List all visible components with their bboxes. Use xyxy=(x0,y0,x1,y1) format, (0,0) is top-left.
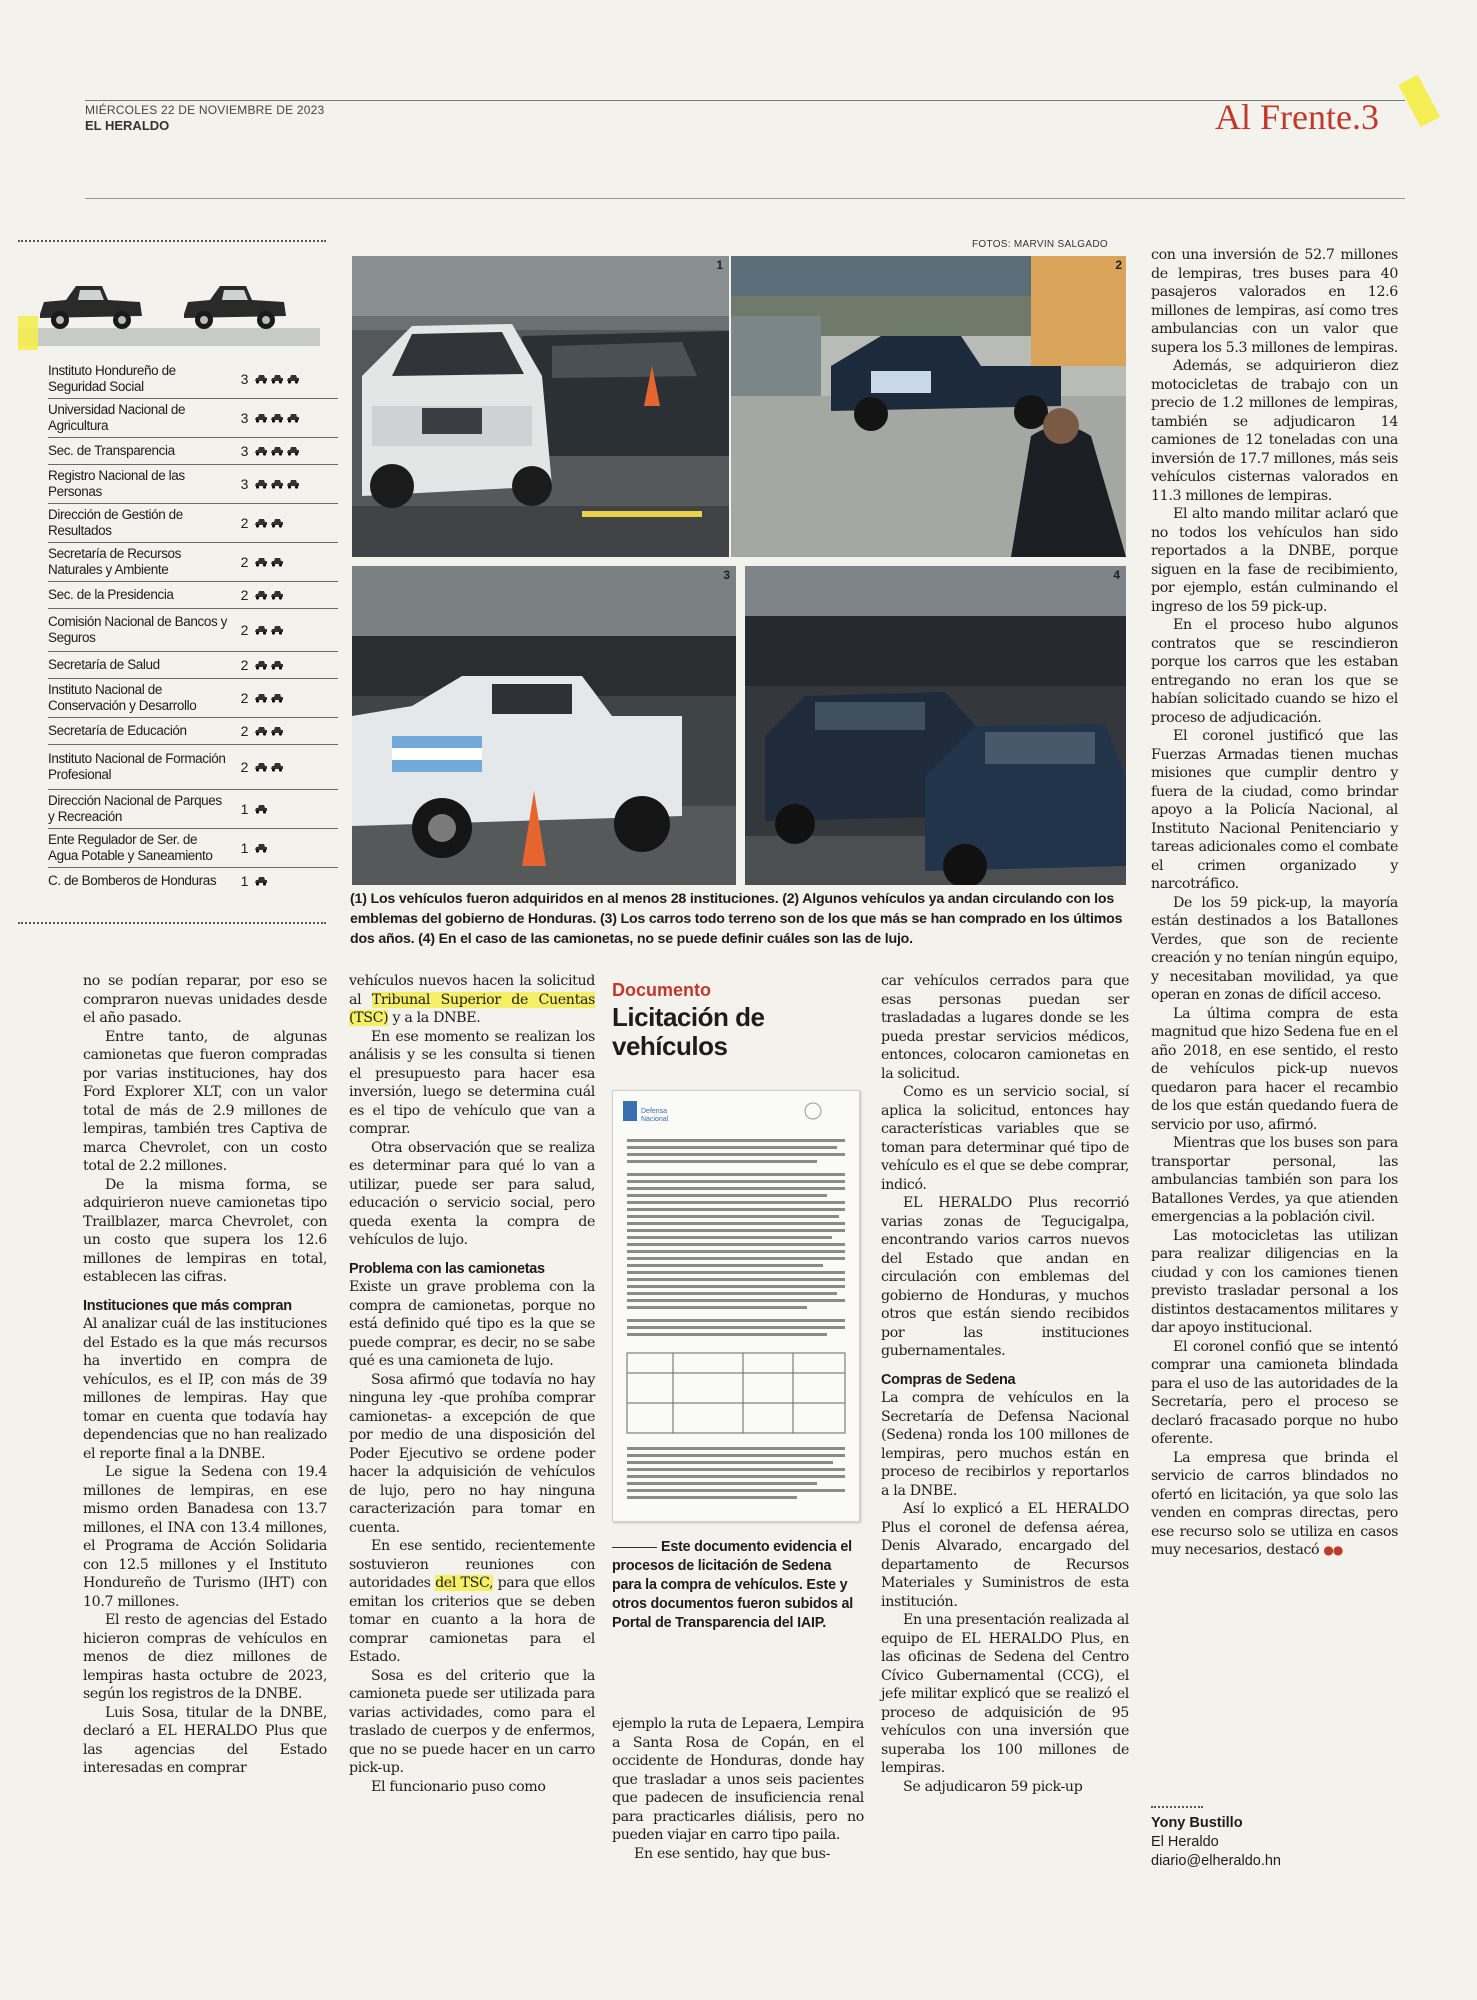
vehicle-count: 2 xyxy=(240,723,248,739)
vehicle-icon xyxy=(254,518,268,528)
byline xyxy=(1151,1806,1398,1871)
pickup-truck-icon xyxy=(36,276,146,334)
subheading: Compras de Sedena xyxy=(881,1371,1016,1388)
vehicle-ranking-sidebar xyxy=(18,238,326,924)
vehicle-icons xyxy=(254,557,284,567)
caption-text: Este documento evidencia el procesos de licitación de Sedena para la compra de vehículos. Este y otros documentos fueron subidos al Portal de Transparencia del IAIP. xyxy=(612,1539,854,1631)
vehicle-icon xyxy=(270,762,284,772)
paragraph: car vehículos cerrados para que esas personas puedan ser trasladadas a lugares donde se les pueda prestar servicios médicos, entonces, colocaron camionetas en la solicitud. xyxy=(881,973,1129,1082)
institution-name: Instituto Nacional de Conservación y Desarrollo xyxy=(48,682,197,713)
paragraph: Otra observación que se realiza es determinar para qué lo van a utilizar, puede ser para salud, educación o servicio social, pero queda exenta la compra de vehículos de lujo. xyxy=(349,1139,595,1248)
vehicle-icon xyxy=(270,693,284,703)
vehicle-icons xyxy=(254,804,268,814)
vehicle-count: 1 xyxy=(240,801,248,817)
vehicle-icon xyxy=(254,876,268,886)
vehicle-icon xyxy=(286,374,300,384)
paragraph: El funcionario puso como xyxy=(371,1778,546,1795)
pickup-truck-icon xyxy=(180,276,290,334)
document-logo-text: Defensa xyxy=(641,1108,668,1115)
paragraph: Sosa afirmó que todavía no hay ninguna ley -que prohíba comprar camionetas- a excepción de que por medio de una disposición del Poder Ejecutivo se ordene poder hacer la adquisición de vehículos de lujo, pero no hay ninguna caracterización para tomar en cuenta. xyxy=(349,1371,595,1536)
paragraph: Además, se adquirieron diez motocicletas de trabajo con un precio de 1.2 millones de lempiras, también se adjudicaron 14 camiones de 12 toneladas con una inversión de 17.7 millones, más seis vehículos cisternas valorados en 11.3 millones de lempiras. xyxy=(1151,358,1399,504)
photo-illustration xyxy=(352,566,736,885)
list-item xyxy=(48,868,338,894)
list-item xyxy=(48,790,338,829)
paragraph: Se adjudicaron 59 pick-up xyxy=(903,1778,1083,1795)
document-caption xyxy=(612,1538,862,1633)
paragraph: Le sigue la Sedena con 19.4 millones de lempiras, en ese mismo orden Banadesa con 13.7 millones, el INA con 13.4 millones, el Programa de Acción Solidaria con 12.5 millones y el Instituto Hondureño de Turismo (IHT) con 10.7 millones. xyxy=(83,1464,327,1610)
vehicle-icon xyxy=(270,518,284,528)
vehicle-icon xyxy=(254,660,268,670)
list-item xyxy=(48,399,338,438)
paragraph xyxy=(1151,1449,1398,1560)
paragraph: La compra de vehículos en la Secretaría de Defensa Nacional (Sedena) ronda los 100 millones de lempiras, pero muchos están en proceso de recibirlos y reportarlos a la DNBE. xyxy=(881,1390,1129,1499)
highlighter-mark xyxy=(1389,68,1452,132)
article-column-5 xyxy=(1151,246,1398,1560)
list-item xyxy=(48,829,338,868)
paragraph: Como es un servicio social, sí aplica la solicitud, entonces hay características variables que se toman para determinar qué tipo de vehículo es el que se debe comprar, indicó. xyxy=(881,1084,1129,1193)
article-column-1 xyxy=(83,972,327,1778)
paragraph: Luis Sosa, titular de la DNBE, declaró a EL HERALDO Plus que las agencias del Estado interesadas en comprar xyxy=(83,1704,327,1776)
institution-name: Instituto Nacional de Formación Profesional xyxy=(48,751,226,782)
list-item xyxy=(48,504,338,543)
vehicle-icon xyxy=(270,446,284,456)
vehicle-count: 3 xyxy=(240,443,248,459)
institution-name: Secretaría de Educación xyxy=(48,723,187,738)
institution-name: C. de Bomberos de Honduras xyxy=(48,873,217,888)
paragraph: De la misma forma, se adquirieron nueve camionetas tipo Trailblazer, marca Chevrolet, con un costo que supera los 12.6 millones de lempiras en total, establecen las cifras. xyxy=(83,1176,327,1285)
vehicle-icon xyxy=(286,446,300,456)
vehicle-icons xyxy=(254,479,300,489)
vehicle-count: 1 xyxy=(240,873,248,889)
paragraph: con una inversión de 52.7 millones de lempiras, tres buses para 40 pasajeros valorados en 12.6 millones de lempiras, así como tres ambulancias con un valor que supera los 5.3 millones de lempiras. xyxy=(1151,247,1398,356)
photo-number: 2 xyxy=(1115,258,1122,272)
author-email[interactable]: diario@elheraldo.hn xyxy=(1151,1853,1281,1869)
list-item xyxy=(48,582,338,609)
vehicle-icon xyxy=(254,446,268,456)
vehicle-icon xyxy=(270,557,284,567)
vehicle-count: 3 xyxy=(240,476,248,492)
paragraph: Al analizar cuál de las instituciones del Estado es la que más recursos ha invertido en compra de vehículos, es el IP, con más de 39 millones de lempiras. Hay que tomar en cuenta que todavía hay dependencias que no han realizado el reporte final a la DNBE. xyxy=(83,1316,327,1462)
document-logo-text: Nacional xyxy=(641,1116,669,1123)
vehicle-icon xyxy=(286,479,300,489)
photo-parking-pickups xyxy=(352,256,729,557)
paragraph: ejemplo la ruta de Lepaera, Lempira a Santa Rosa de Copán, en el occidente de Honduras, donde hay que trasladar a unos seis pacientes que padecen de insuficiencia renal para practicarles diálisis, pero no pueden viajar en carro tipo paila. xyxy=(612,1716,864,1843)
vehicle-count: 2 xyxy=(240,587,248,603)
photo-caption: (1) Los vehículos fueron adquiridos en al menos 28 instituciones. (2) Algunos vehículos ya andan circulando con los emblemas del gobierno de Honduras. (3) Los carros todo terreno son de los que más se han comprado en los últimos dos años. (4) En el caso de las camionetas, no se puede definir cuáles son las de lujo. xyxy=(350,891,1123,947)
paragraph xyxy=(349,972,595,1028)
document-illustration xyxy=(613,1091,859,1521)
photo-white-pickup-flag xyxy=(352,566,736,885)
list-item xyxy=(48,652,338,679)
author-outlet: El Heraldo xyxy=(1151,1834,1219,1850)
highlighted-text: del TSC, xyxy=(435,1575,494,1591)
list-item xyxy=(48,543,338,582)
paragraph: Existe un grave problema con la compra de camionetas, porque no está definido qué tipo es la que se puede comprar, es decir, no se sabe qué es una camioneta de lujo. xyxy=(349,1279,595,1369)
header-rule xyxy=(85,100,1405,101)
vehicle-icon xyxy=(270,590,284,600)
end-mark-icon: ●● xyxy=(1323,1543,1343,1557)
institution-name: Instituto Hondureño de Seguridad Social xyxy=(48,363,176,394)
vehicle-icons xyxy=(254,693,284,703)
vehicle-icon xyxy=(254,625,268,635)
document-title: Licitación de vehículos xyxy=(612,1002,765,1061)
vehicle-icons xyxy=(254,843,268,853)
highlighter-mark xyxy=(18,316,38,350)
paragraph: Sosa es del criterio que la camioneta puede ser utilizada para varias actividades, como para el traslado de cuerpos y de enfermos, que no se puede hacer en un carro pick-up. xyxy=(349,1667,595,1776)
paragraph: Las motocicletas las utilizan para realizar diligencias en la ciudad y con los camiones tienen previsto trasladar personal a los distintos destacamentos militares y dar apoyo institucional. xyxy=(1151,1227,1398,1336)
photo-street-pickup xyxy=(731,256,1126,557)
institution-name: Registro Nacional de las Personas xyxy=(48,468,185,499)
paragraph: El resto de agencias del Estado hicieron compras de vehículos en menos de diez millones de lempiras hasta octubre de 2023, según los registros de la DNBE. xyxy=(83,1612,327,1702)
list-item xyxy=(48,465,338,504)
institution-name: Secretaría de Recursos Naturales y Ambiente xyxy=(48,546,182,577)
vehicle-icon xyxy=(254,557,268,567)
list-item xyxy=(48,745,338,790)
photo-number: 1 xyxy=(716,258,723,272)
article-column-4 xyxy=(881,972,1129,1796)
vehicle-count: 1 xyxy=(240,840,248,856)
vehicle-icons xyxy=(254,660,284,670)
list-item xyxy=(48,360,338,399)
author-name: Yony Bustillo xyxy=(1151,1815,1243,1831)
institution-name: Secretaría de Salud xyxy=(48,657,160,672)
vehicle-icon xyxy=(254,762,268,772)
article-column-2 xyxy=(349,972,595,1796)
paragraph: Mientras que los buses son para transportar personal, las ambulancias también son para los Batallones Verdes, ya que atienden emergencias a la población civil. xyxy=(1151,1135,1398,1225)
paragraph: no se podían reparar, por eso se compraron nuevas unidades desde el año pasado. xyxy=(83,973,327,1026)
vehicle-count: 2 xyxy=(240,554,248,570)
sidebar-bottom-rule xyxy=(18,922,326,924)
vehicle-icon xyxy=(254,374,268,384)
institution-name: Universidad Nacional de Agricultura xyxy=(48,402,186,433)
vehicle-icons xyxy=(254,413,300,423)
vehicle-icons xyxy=(254,518,284,528)
paragraph: EL HERALDO Plus recorrió varias zonas de Tegucigalpa, encontrando varios carros nuevos del Estado que andan en circulación con emblemas del gobierno de Honduras, y muchos otros que están siendo recibidos por las instituciones gubernamentales. xyxy=(881,1195,1129,1359)
contract-document-image xyxy=(612,1090,860,1522)
vehicle-icons xyxy=(254,726,284,736)
photo-illustration xyxy=(745,566,1126,885)
paragraph: El coronel justificó que las Fuerzas Armadas tienen muchas misiones que cumplir dentro y fuera de la ciudad, como brindar apoyo a la Policía Nacional, al Instituto Nacional Penitenciario y tareas adicionales como el combate el crimen organizado y narcotráfico. xyxy=(1151,728,1398,892)
vehicle-icon xyxy=(270,479,284,489)
vehicle-icon xyxy=(270,413,284,423)
paragraph xyxy=(349,1537,595,1667)
photo-number: 3 xyxy=(723,568,730,582)
vehicle-icon xyxy=(270,374,284,384)
vehicle-count: 2 xyxy=(240,690,248,706)
photo-number: 4 xyxy=(1113,568,1120,582)
subheading: Instituciones que más compran xyxy=(83,1297,292,1314)
document-kicker: Documento xyxy=(612,980,711,1000)
paragraph: El coronel confió que se intentó comprar una camioneta blindada para el uso de las autoridades de la Secretaría, pero el proceso se declaró fracasado porque no hubo oferente. xyxy=(1151,1338,1398,1447)
caption-rule xyxy=(612,1547,657,1548)
institution-name: Comisión Nacional de Bancos y Seguros xyxy=(48,614,227,645)
paragraph: En el proceso hubo algunos contratos que se rescindieron porque los carros que les estaban entregando no eran los que se habían solicitado cuando se hizo el proceso de adjudicación. xyxy=(1151,617,1398,726)
vehicle-icons xyxy=(254,876,268,886)
vehicle-icon xyxy=(270,660,284,670)
vehicle-count: 3 xyxy=(240,371,248,387)
section-name: Al Frente xyxy=(1215,97,1352,137)
vehicle-icon xyxy=(270,625,284,635)
vehicle-icon xyxy=(254,479,268,489)
paragraph: Entre tanto, de algunas camionetas que fueron compradas por varias instituciones, hay dos Ford Explorer XLT, con un valor total de más de 2.9 millones de lempiras, también tres Captiva de marca Chevrolet, con un costo total de 2.2 millones. xyxy=(83,1028,327,1174)
highlighted-text: Tribunal Superior de Cuentas (TSC) xyxy=(349,991,595,1026)
list-item xyxy=(48,609,338,652)
photo-credit: FOTOS: MARVIN SALGADO xyxy=(972,239,1108,250)
text-run: vehículos nuevos hacen la solicitud al xyxy=(349,973,595,1008)
paragraph: De los 59 pick-up, la mayoría están destinados a los Batallones Verdes, que son de reciente creación y no tenían ningún equipo, y necesitaban movilidad, ya que operan en zonas de difícil acceso. xyxy=(1151,894,1398,1003)
issue-date: MIÉRCOLES 22 DE NOVIEMBRE DE 2023 xyxy=(85,103,325,117)
paragraph: La última compra de esta magnitud que hizo Sedena fue en el año 2018, en ese sentido, el resto de vehículos pick-up nuevos quedaron para hacer el recambio de los que están quedando fuera de servicio por uso, afirmó. xyxy=(1151,1005,1398,1133)
institution-name: Sec. de Transparencia xyxy=(48,443,175,458)
photo-illustration xyxy=(352,256,729,557)
photo-dark-suvs xyxy=(745,566,1126,885)
vehicle-icons xyxy=(254,590,284,600)
vehicle-icon xyxy=(254,843,268,853)
vehicle-icons xyxy=(254,762,284,772)
vehicle-count: 3 xyxy=(240,410,248,426)
vehicle-count: 2 xyxy=(240,657,248,673)
vehicle-count: 2 xyxy=(240,515,248,531)
vehicle-icon xyxy=(254,804,268,814)
institution-name: Dirección de Gestión de Resultados xyxy=(48,507,183,538)
text-run: para que ellos emitan los criterios que se deben tomar en cuanto a la hora de comprar camionetas para el Estado. xyxy=(349,1575,595,1665)
document-box xyxy=(612,980,862,1061)
article-column-3 xyxy=(612,1715,864,1863)
vehicle-icon xyxy=(254,413,268,423)
vehicle-count: 2 xyxy=(240,622,248,638)
page-number: .3 xyxy=(1351,97,1379,137)
vehicle-icons xyxy=(254,625,284,635)
vehicle-icon xyxy=(254,590,268,600)
photo-illustration xyxy=(731,256,1126,557)
newspaper-name: EL HERALDO xyxy=(85,118,170,133)
sidebar-top-rule xyxy=(18,240,326,242)
text-run: En ese sentido, recientemente sostuvieron reuniones con autoridades xyxy=(349,1538,595,1591)
institution-name: Dirección Nacional de Parques y Recreación xyxy=(48,793,222,824)
list-item xyxy=(48,438,338,465)
vehicle-icon xyxy=(254,693,268,703)
text-run: y a la DNBE. xyxy=(392,1010,481,1026)
vehicle-icon xyxy=(286,413,300,423)
paragraph: El alto mando militar aclaró que no todos los vehículos han sido reportados a la DNBE, porque siguen en la fase de recibimiento, por ejemplo, están culminando el ingreso de los 59 pick-up. xyxy=(1151,506,1398,615)
institution-name: Sec. de la Presidencia xyxy=(48,587,174,602)
subheading: Problema con las camionetas xyxy=(349,1260,545,1277)
paragraph: Así lo explicó a EL HERALDO Plus el coronel de defensa aérea, Denis Alvarado, encargado del departamento de Recursos Materiales y Suministros de esta institución. xyxy=(881,1501,1129,1610)
paragraph: En ese momento se realizan los análisis y se les consulta si tienen el presupuesto para hacer esa inversión, luego se determina cuál es el tipo de vehículo que van a comprar. xyxy=(349,1028,595,1137)
vehicle-count: 2 xyxy=(240,759,248,775)
text-run: La empresa que brinda el servicio de carros blindados no ofertó en licitación, ya que solo las venden en compras directas, pero ese recurso solo se utiliza en casos muy necesarios, destacó xyxy=(1151,1449,1398,1558)
institution-name: Ente Regulador de Ser. de Agua Potable y Saneamiento xyxy=(48,832,213,863)
paragraph: En una presentación realizada al equipo de EL HERALDO Plus, en las oficinas de Sedena del Centro Cívico Gubernamental (CCG), el jefe militar explicó que se realizó el proceso de adquisición de 95 vehículos con una inversión que superaba los 100 millones de lempiras. xyxy=(881,1612,1129,1776)
header-bottom-rule xyxy=(85,198,1405,199)
list-item xyxy=(48,718,338,745)
section-title xyxy=(1215,96,1379,138)
paragraph: En ese sentido, hay que bus- xyxy=(634,1845,831,1862)
vehicle-icons xyxy=(254,446,300,456)
institution-list xyxy=(48,360,338,894)
vehicle-icon xyxy=(254,726,268,736)
vehicle-icons xyxy=(254,374,300,384)
byline-rule xyxy=(1151,1806,1203,1808)
list-item xyxy=(48,679,338,718)
vehicle-icon xyxy=(270,726,284,736)
